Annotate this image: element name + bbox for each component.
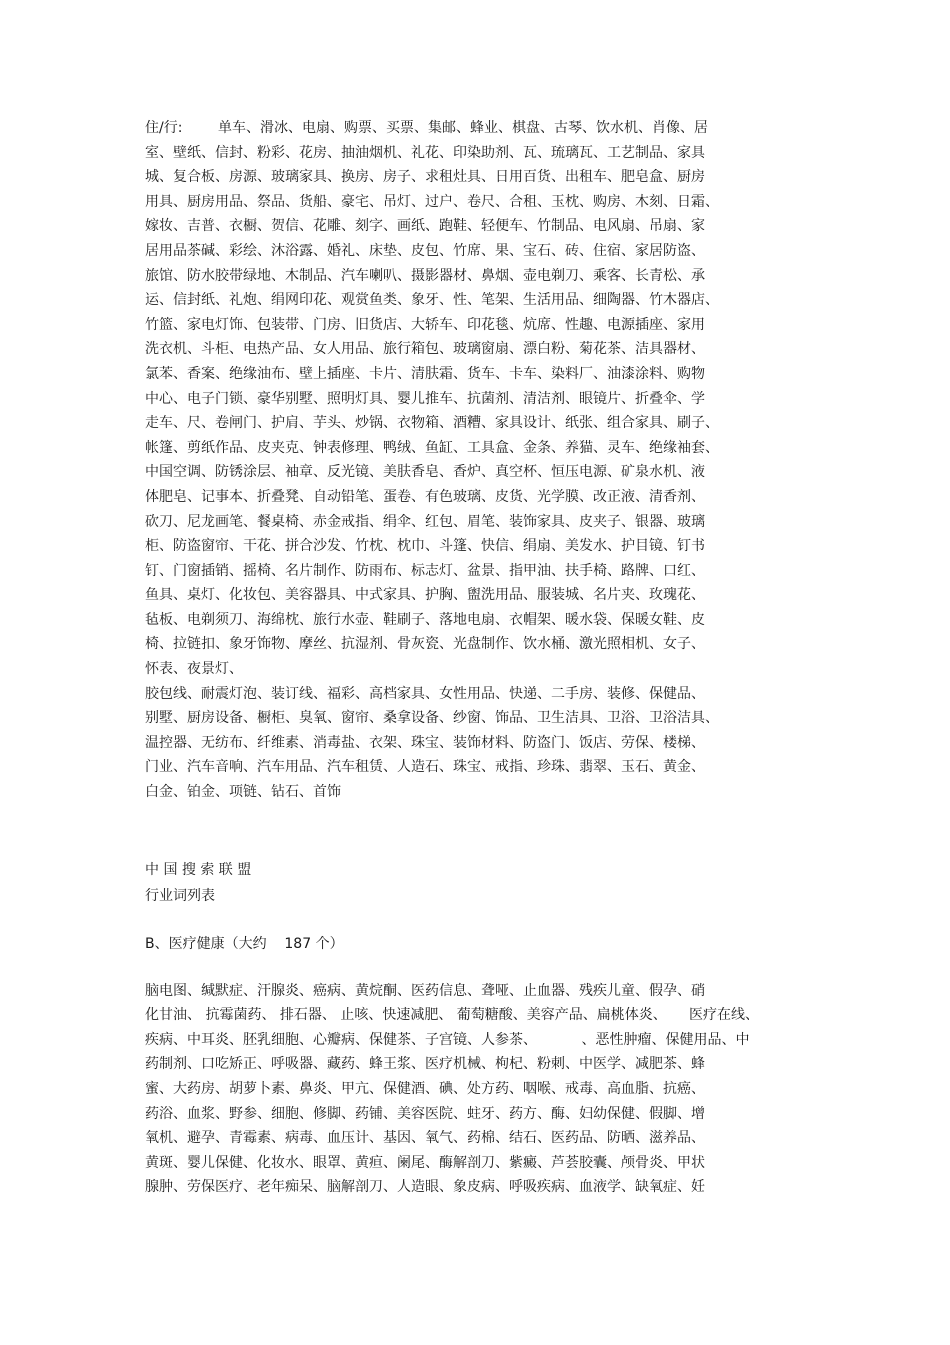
text-line: 腺肿、劳保医疗、老年痴呆、脑解剖刀、人造眼、象皮病、呼吸疾病、血液学、缺氧症、妊 — [145, 1179, 705, 1196]
text-line: 用具、厨房用品、祭品、货船、豪宅、吊灯、过户、卷尺、合租、玉枕、购房、木刻、日霜、 — [145, 193, 719, 210]
text-line: 药制剂、口吃矫正、呼吸器、藏药、蜂王浆、医疗机械、枸杞、粉刺、中医学、减肥茶、蜂 — [145, 1056, 705, 1073]
list-subtitle: 行业词列表 — [145, 887, 215, 904]
text-line: 砍刀、尼龙画笔、餐桌椅、赤金戒指、绢伞、红包、眉笔、装饰家具、皮夹子、银器、玻璃 — [145, 513, 705, 530]
text-line: 别墅、厨房设备、橱柜、臭氧、窗帘、桑拿设备、纱窗、饰品、卫生洁具、卫浴、卫浴洁具、 — [145, 710, 719, 727]
text-line: 化甘油、 抗霉菌药、 排石器、 止咳、快速减肥、 葡萄糖酸、美容产品、扁桃体炎、 医疗在线、 — [145, 1007, 760, 1024]
text-line: 运、信封纸、礼炮、绢网印花、观赏鱼类、象牙、性、笔架、生活用品、细陶器、竹木器店、 — [145, 292, 719, 309]
text-line: 门业、汽车音响、汽车用品、汽车租赁、人造石、珠宝、戒指、珍珠、翡翠、玉石、黄金、 — [145, 759, 705, 776]
text-line: 体肥皂、记事本、折叠凳、自动铅笔、蛋卷、有色玻璃、皮货、光学膜、改正液、清香剂、 — [145, 488, 705, 505]
text-line: 氯苯、香案、绝缘油布、壁上插座、卡片、清肤霜、货车、卡车、染料厂、油漆涂料、购物 — [145, 365, 705, 382]
text-line: 城、复合板、房源、玻璃家具、换房、房子、求租灶具、日用百货、出租车、肥皂盒、厨房 — [145, 169, 705, 186]
text-line: 椅、拉链扣、象牙饰物、摩丝、抗湿剂、骨灰瓷、光盘制作、饮水桶、激光照相机、女子、 — [145, 636, 705, 653]
medical-section-title: B、医疗健康（大约 187 个） — [145, 935, 344, 952]
text-line: 帐篷、剪纸作品、皮夹克、钟表修理、鸭绒、鱼缸、工具盒、金条、养猫、灵车、绝缘袖套、 — [145, 439, 719, 456]
text-line: 旅馆、防水胶带绿地、木制品、汽车喇叭、摄影器材、鼻烟、壶电剃刀、乘客、长青松、承 — [145, 267, 705, 284]
text-line: 黄斑、婴儿保健、化妆水、眼罩、黄疸、阑尾、酶解剖刀、紫癜、芦荟胶囊、颅骨炎、甲状 — [145, 1154, 705, 1171]
text-line: 温控器、无纺布、纤维素、消毒盐、衣架、珠宝、装饰材料、防盗门、饭店、劳保、楼梯、 — [145, 734, 705, 751]
text-line: 药浴、血浆、野参、细胞、修脚、药铺、美容医院、蛀牙、药方、酶、妇幼保健、假脚、增 — [145, 1105, 705, 1122]
spacer — [145, 957, 825, 979]
living-section — [145, 116, 825, 805]
text-line: 竹篮、家电灯饰、包装带、门房、旧货店、大轿车、印花毯、炕席、性趣、电源插座、家用 — [145, 316, 705, 333]
text-line: 钉、门窗插销、摇椅、名片制作、防雨布、标志灯、盆景、指甲油、扶手椅、路牌、口红、 — [145, 562, 705, 579]
org-title: 中 国 搜 索 联 盟 — [145, 861, 252, 878]
text-line: 中心、电子门锁、豪华别墅、照明灯具、婴儿推车、抗菌剂、清洁剂、眼镜片、折叠伞、学 — [145, 390, 705, 407]
spacer — [145, 909, 825, 931]
text-line: 胶包线、耐震灯泡、装订线、福彩、高档家具、女性用品、快递、二手房、装修、保健品、 — [145, 685, 705, 702]
text-line: 居用品茶碱、彩绘、沐浴露、婚礼、床垫、皮包、竹席、果、宝石、砖、住宿、家居防盗、 — [145, 242, 705, 259]
text-line: 疾病、中耳炎、胚乳细胞、心瓣病、保健茶、子宫镜、人参茶、 、恶性肿瘤、保健用品、中 — [145, 1031, 750, 1048]
medical-section — [145, 979, 825, 1200]
text-line: 毡板、电剃须刀、海绵枕、旅行水壶、鞋刷子、落地电扇、衣帽架、暖水袋、保暖女鞋、皮 — [145, 611, 705, 628]
text-line: 白金、铂金、项链、钻石、首饰 — [145, 784, 341, 801]
text-line: 洗衣机、斗柜、电热产品、女人用品、旅行箱包、玻璃窗扇、漂白粉、菊花茶、洁具器材、 — [145, 341, 705, 358]
text-line: 脑电图、缄默症、汗腺炎、癌病、黄烷酮、医药信息、聋哑、止血器、残疾儿童、假孕、硝 — [145, 982, 705, 999]
text-line: 嫁妆、吉普、衣橱、贺信、花雕、刻字、画纸、跑鞋、轻便车、竹制品、电风扇、吊扇、家 — [145, 218, 705, 235]
text-line: 怀表、夜景灯、 — [145, 661, 243, 678]
document-page — [145, 116, 825, 1200]
spacer — [145, 805, 825, 857]
text-line: 走车、尺、卷闸门、护肩、芋头、炒锅、衣物箱、酒糟、家具设计、纸张、组合家具、刷子、 — [145, 415, 719, 432]
text-line: 鱼具、桌灯、化妆包、美容器具、中式家具、护胸、盥洗用品、服装城、名片夹、玫瑰花、 — [145, 587, 705, 604]
text-line: 柜、防盗窗帘、干花、拼合沙发、竹枕、枕巾、斗篷、快信、绢扇、美发水、护目镜、钉书 — [145, 538, 705, 555]
text-line: 住/行: 单车、滑冰、电扇、购票、买票、集邮、蜂业、棋盘、古琴、饮水机、肖像、居 — [145, 120, 709, 136]
text-line: 蜜、大药房、胡萝卜素、鼻炎、甲亢、保健酒、碘、处方药、咽喉、戒毒、高血脂、抗癌、 — [145, 1081, 705, 1097]
text-line: 室、壁纸、信封、粉彩、花房、抽油烟机、礼花、印染助剂、瓦、琉璃瓦、工艺制品、家具 — [145, 144, 705, 161]
text-line: 氧机、避孕、青霉素、病毒、血压计、基因、氧气、药棉、结石、医药品、防晒、滋养品、 — [145, 1130, 705, 1147]
text-line: 中国空调、防锈涂层、袖章、反光镜、美肤香皂、香炉、真空杯、恒压电源、矿泉水机、液 — [145, 464, 705, 481]
